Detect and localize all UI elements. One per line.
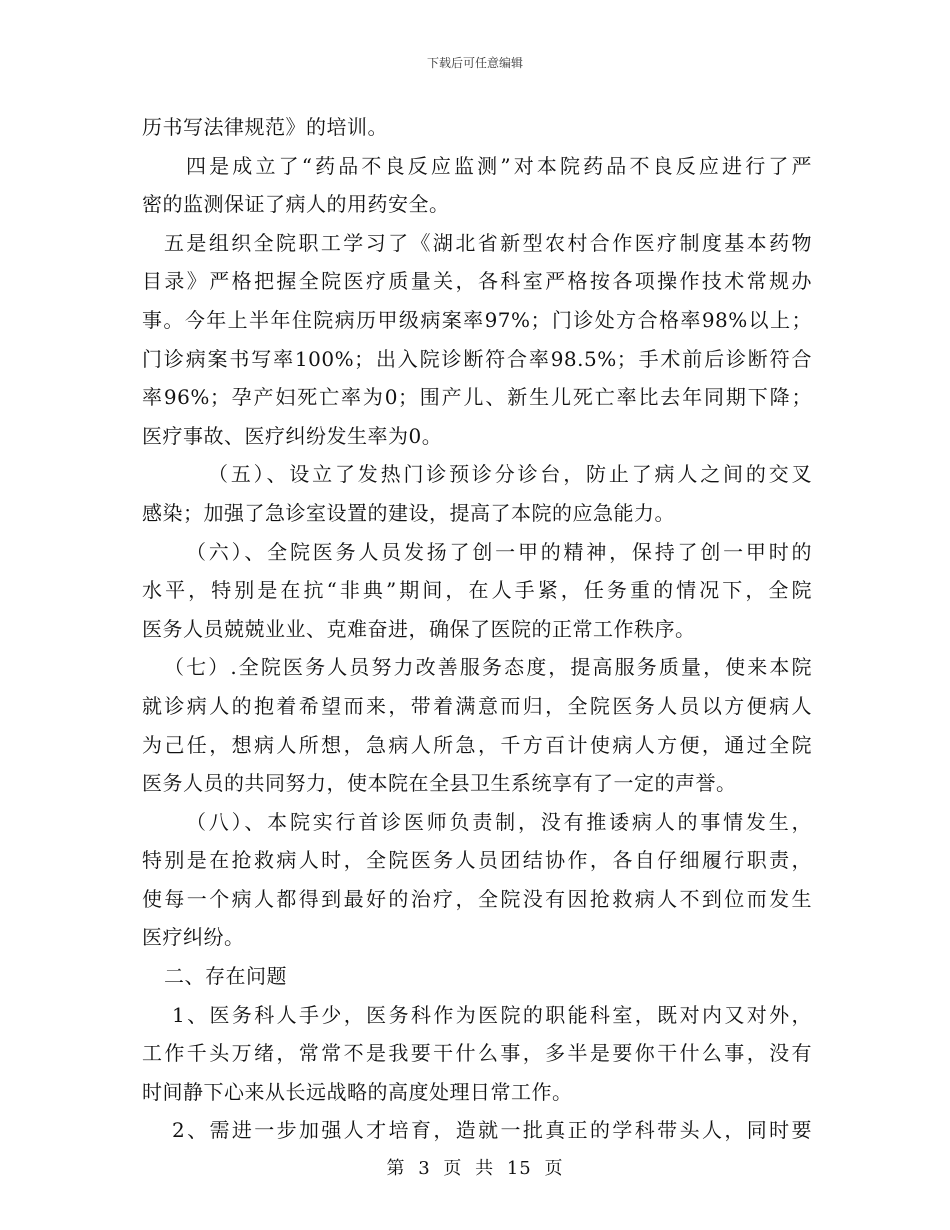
text-line: 2、需进一步加强人才培育，造就一批真正的学科带头人，同时要 [172,1118,812,1143]
text-line: 时间静下心来从长远战略的高度处理日常工作。 [142,1079,573,1104]
text-line: 密的监测保证了病人的用药安全。 [142,192,450,217]
text-line: 使每一个病人都得到最好的治疗，全院没有因抢救病人不到位而发生 [142,886,812,911]
text-line: 1、医务科人手少，医务科作为医院的职能科室，既对内又对外， [172,1002,812,1027]
text-line: 医务人员兢兢业业、克难奋进，确保了医院的正常工作秩序。 [142,616,696,641]
text-line: 事。今年上半年住院病历甲级病案率97%；门诊处方合格率98%以上； [142,307,812,332]
text-line: 特别是在抢救病人时，全院医务人员团结协作，各自仔细履行职责， [142,848,812,873]
text-line: 五是组织全院职工学习了《湖北省新型农村合作医疗制度基本药物 [164,230,812,255]
header-note: 下载后可任意编辑 [426,56,523,70]
text-line: 目录》严格把握全院医疗质量关，各科室严格按各项操作技术常规办 [142,269,812,294]
text-line: 就诊病人的抱着希望而来，带着满意而归，全院医务人员以方便病人 [142,693,812,718]
text-line: 四是成立了“药品不良反应监测”对本院药品不良反应进行了严 [186,153,812,178]
text-line: 率96%；孕产妇死亡率为0；围产儿、新生儿死亡率比去年同期下降； [142,385,812,410]
page-footer: 第 3 页 共 15 页 [386,1158,564,1179]
text-line: 医务人员的共同努力，使本院在全县卫生系统享有了一定的声誉。 [142,771,737,796]
text-line: 门诊病案书写率100%；出入院诊断符合率98.5%；手术前后诊断符合 [142,346,812,371]
text-line: （七）.全院医务人员努力改善服务态度，提高服务质量，使来本院 [164,655,812,680]
body-text [142,108,812,1150]
text-line: 为己任，想病人所想，急病人所急，千方百计使病人方便，通过全院 [142,732,812,757]
text-line: （八）、本院实行首诊医师负责制，没有推诿病人的事情发生， [186,809,812,834]
text-line: 医疗纠纷。 [142,925,245,950]
text-line: 医疗事故、医疗纠纷发生率为0。 [142,423,443,448]
text-line: （五）、设立了发热门诊预诊分诊台，防止了病人之间的交叉 [208,462,812,487]
text-line: 水平，特别是在抗“非典”期间，在人手紧，任务重的情况下，全院 [142,578,812,603]
text-line: （六）、全院医务人员发扬了创一甲的精神，保持了创一甲时的 [186,539,812,564]
text-line: 二、存在问题 [164,964,287,989]
text-line: 感染；加强了急诊室设置的建设，提高了本院的应急能力。 [142,500,675,525]
text-line: 历书写法律规范》的培训。 [142,115,388,139]
text-line: 工作千头万绪，常常不是我要干什么事，多半是要你干什么事，没有 [142,1041,812,1066]
